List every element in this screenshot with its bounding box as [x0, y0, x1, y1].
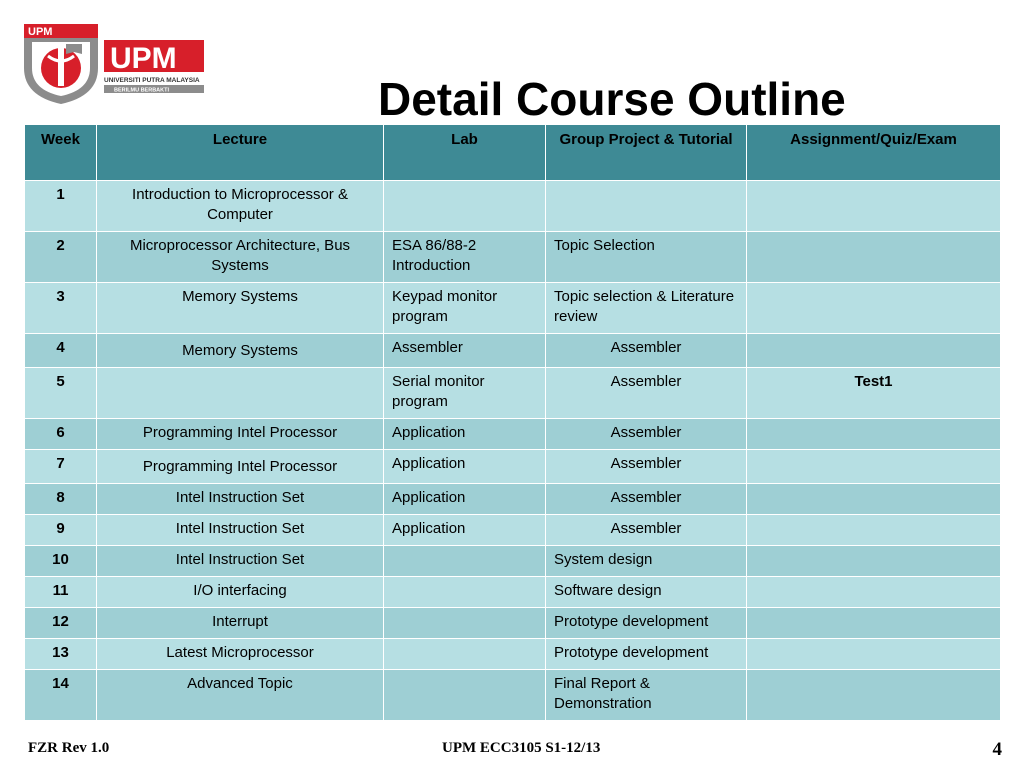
table-row — [25, 419, 1001, 450]
assessment-cell — [747, 419, 1001, 450]
week-cell: 5 — [25, 368, 97, 419]
table-row — [25, 608, 1001, 639]
lecture-cell: Intel Instruction Set — [97, 484, 384, 515]
group-project-cell: Topic Selection — [546, 232, 747, 283]
lecture-cell: I/O interfacing — [97, 577, 384, 608]
week-cell: 10 — [25, 546, 97, 577]
table-row — [25, 639, 1001, 670]
group-project-cell: Assembler — [546, 515, 747, 546]
lab-cell — [384, 546, 546, 577]
week-cell: 7 — [25, 450, 97, 484]
lecture-cell — [97, 368, 384, 419]
group-project-cell: Prototype development — [546, 639, 747, 670]
lab-cell — [384, 670, 546, 721]
assessment-cell — [747, 484, 1001, 515]
logo-wordmark: UPM — [110, 42, 177, 75]
table-row — [25, 181, 1001, 232]
group-project-cell: Assembler — [546, 368, 747, 419]
week-cell: 12 — [25, 608, 97, 639]
upm-crest-icon — [22, 22, 212, 106]
week-cell: 14 — [25, 670, 97, 721]
lecture-cell: Latest Microprocessor — [97, 639, 384, 670]
footer-revision: FZR Rev 1.0 — [28, 740, 110, 756]
column-header-lab: Lab — [384, 125, 546, 181]
lecture-cell: Programming Intel Processor — [97, 450, 384, 484]
crest-text: UPM — [28, 26, 53, 38]
column-header-group-project: Group Project & Tutorial — [546, 125, 747, 181]
table-row — [25, 450, 1001, 484]
column-header-week: Week — [25, 125, 97, 181]
lecture-cell: Microprocessor Architecture, Bus Systems — [97, 232, 384, 283]
lab-cell: Application — [384, 419, 546, 450]
assessment-cell — [747, 450, 1001, 484]
week-cell: 9 — [25, 515, 97, 546]
lecture-cell: Intel Instruction Set — [97, 515, 384, 546]
table-row — [25, 283, 1001, 334]
group-project-cell: Assembler — [546, 450, 747, 484]
group-project-cell: Assembler — [546, 419, 747, 450]
assessment-cell — [747, 515, 1001, 546]
assessment-cell — [747, 577, 1001, 608]
table-row — [25, 232, 1001, 283]
assessment-cell — [747, 181, 1001, 232]
table-row — [25, 334, 1001, 368]
assessment-cell: Test1 — [747, 368, 1001, 419]
lab-cell — [384, 608, 546, 639]
assessment-cell — [747, 283, 1001, 334]
table-row — [25, 368, 1001, 419]
lecture-cell: Interrupt — [97, 608, 384, 639]
group-project-cell: Final Report & Demonstration — [546, 670, 747, 721]
table-row — [25, 515, 1001, 546]
page-title: Detail Course Outline — [378, 73, 846, 125]
lab-cell — [384, 639, 546, 670]
lab-cell: ESA 86/88-2 Introduction — [384, 232, 546, 283]
lecture-cell: Memory Systems — [97, 334, 384, 368]
lab-cell: Keypad monitor program — [384, 283, 546, 334]
week-cell: 6 — [25, 419, 97, 450]
table-row — [25, 484, 1001, 515]
group-project-cell: Software design — [546, 577, 747, 608]
lab-cell — [384, 181, 546, 232]
lab-cell: Serial monitor program — [384, 368, 546, 419]
course-outline-table — [24, 124, 1001, 721]
logo-subtitle: UNIVERSITI PUTRA MALAYSIA — [104, 77, 200, 84]
week-cell: 11 — [25, 577, 97, 608]
assessment-cell — [747, 232, 1001, 283]
week-cell: 13 — [25, 639, 97, 670]
assessment-cell — [747, 546, 1001, 577]
week-cell: 2 — [25, 232, 97, 283]
column-header-lecture: Lecture — [97, 125, 384, 181]
group-project-cell: Prototype development — [546, 608, 747, 639]
lecture-cell: Memory Systems — [97, 283, 384, 334]
lab-cell: Assembler — [384, 334, 546, 368]
page-number: 4 — [992, 739, 1002, 760]
column-header-assessment: Assignment/Quiz/Exam — [747, 125, 1001, 181]
assessment-cell — [747, 334, 1001, 368]
group-project-cell: Assembler — [546, 334, 747, 368]
lecture-cell: Intel Instruction Set — [97, 546, 384, 577]
lecture-cell: Advanced Topic — [97, 670, 384, 721]
assessment-cell — [747, 608, 1001, 639]
assessment-cell — [747, 670, 1001, 721]
upm-logo — [22, 22, 212, 106]
week-cell: 4 — [25, 334, 97, 368]
week-cell: 8 — [25, 484, 97, 515]
week-cell: 1 — [25, 181, 97, 232]
lab-cell — [384, 577, 546, 608]
table-row — [25, 670, 1001, 721]
table-header-row — [25, 125, 1001, 181]
group-project-cell: Topic selection & Literature review — [546, 283, 747, 334]
assessment-cell — [747, 639, 1001, 670]
group-project-cell — [546, 181, 747, 232]
logo-motto: BERILMU BERBAKTI — [114, 87, 169, 94]
lecture-cell: Programming Intel Processor — [97, 419, 384, 450]
week-cell: 3 — [25, 283, 97, 334]
footer-course: UPM ECC3105 S1-12/13 — [442, 740, 601, 756]
lecture-cell: Introduction to Microprocessor & Computer — [97, 181, 384, 232]
table-row — [25, 577, 1001, 608]
group-project-cell: System design — [546, 546, 747, 577]
table-row — [25, 546, 1001, 577]
group-project-cell: Assembler — [546, 484, 747, 515]
lab-cell: Application — [384, 450, 546, 484]
lab-cell: Application — [384, 484, 546, 515]
lab-cell: Application — [384, 515, 546, 546]
